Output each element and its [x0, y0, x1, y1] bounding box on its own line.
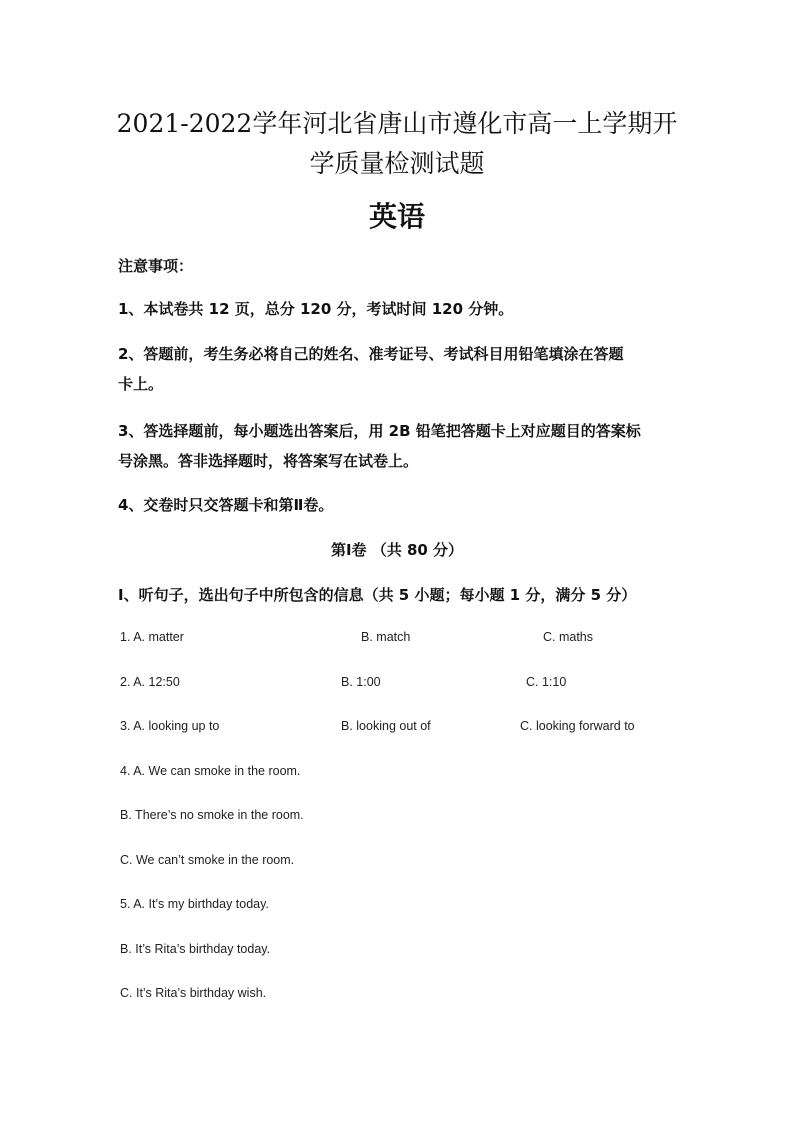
question-2-option-a: 2. A. 12:50: [120, 675, 180, 689]
question-3-option-c: C. looking forward to: [520, 719, 635, 733]
exam-title-line-1: 2021-2022学年河北省唐山市遵化市高一上学期开: [116, 109, 678, 138]
question-1-option-a: 1. A. matter: [120, 630, 184, 644]
question-5-option-c: C. It’s Rita’s birthday wish.: [120, 986, 267, 1000]
notice-item-3: 3、答选择题前，每小题选出答案后，用 2B 铅笔把答题卡上对应题目的答案标: [118, 422, 641, 440]
question-2-option-c: C. 1:10: [526, 675, 567, 689]
subject-heading: 英语: [368, 200, 425, 233]
question-4-option-c: C. We can’t smoke in the room.: [120, 853, 295, 867]
exam-title-line-2: 学质量检测试题: [309, 149, 485, 178]
question-5-option-a: 5. A. It’s my birthday today.: [120, 897, 269, 911]
notice-heading: 注意事项：: [118, 257, 194, 275]
question-4-option-a: 4. A. We can smoke in the room.: [120, 764, 301, 778]
question-1-option-b: B. match: [361, 630, 411, 644]
question-3-option-a: 3. A. looking up to: [120, 719, 220, 733]
question-3-option-b: B. looking out of: [341, 719, 431, 733]
question-4-option-b: B. There’s no smoke in the room.: [120, 808, 304, 822]
section-heading: Ⅰ、听句子，选出句子中所包含的信息（共 5 小题；每小题 1 分，满分 5 分）: [118, 586, 637, 604]
notice-item-3-cont: 号涂黑。答非选择题时，将答案写在试卷上。: [118, 452, 419, 470]
notice-item-4: 4、交卷时只交答题卡和第Ⅱ卷。: [118, 496, 334, 514]
question-5-option-b: B. It’s Rita’s birthday today.: [120, 942, 271, 956]
question-1-option-c: C. maths: [543, 630, 594, 644]
notice-item-2: 2、答题前，考生务必将自己的姓名、准考证号、考试科目用铅笔填涂在答题: [118, 345, 624, 363]
question-2-option-b: B. 1:00: [341, 675, 381, 689]
notice-item-1: 1、本试卷共 12 页，总分 120 分，考试时间 120 分钟。: [118, 300, 514, 318]
notice-item-2-cont: 卡上。: [118, 375, 164, 393]
volume-heading: 第Ⅰ卷 （共 80 分）: [330, 541, 464, 559]
